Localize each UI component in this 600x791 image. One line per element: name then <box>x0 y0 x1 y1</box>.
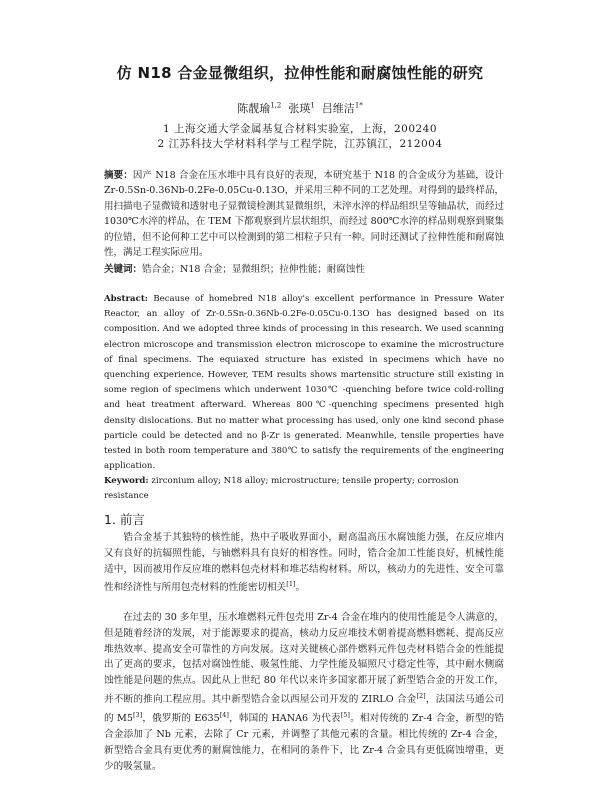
author-list <box>0 100 600 116</box>
body-paragraph-1 <box>104 530 504 596</box>
paragraph-text: 锆合金基于其独特的核性能，热中子吸收界面小，耐高温高压水腐蚀能力强，在反应堆内又有良好的抗辐照性能，与铀燃料具有良好的相容性。同时，锆合金加工性能良好，机械性能适中，因而被用作反应堆的燃料包壳材料和堆芯结构材料。所以，核动力的先进性、安全可靠性和经济性与所用包壳材料的性能密切相关 <box>104 532 504 594</box>
keywords-text: zirconium alloy; N18 alloy; microstructure; tensile property; corrosion resistance <box>104 476 459 501</box>
abstract-text: 因产 N18 合金在压水堆中具有良好的表现，本研究基于 N18 的合金成分为基础，设计 Zr-0.5Sn-0.36Nb-0.2Fe-0.05Cu-0.13O，并采用三种不同的工艺处理。对得到的最终样品，用扫描电子显微镜和透射电子显微镜检测其显微组织，未淬水淬的样品组织呈等轴晶状，而经过 1030℃水淬的样品，在 TEM 下都观察到片层状组织，而经过 800℃水淬的样品则观察到聚集的位错，但不论何种工艺中可以检测到的第二相粒子只有一种。同时还测试了拉伸性能和耐腐蚀性，满足工程实际应用。 <box>104 170 504 259</box>
chinese-abstract <box>104 168 504 260</box>
english-keywords <box>104 474 504 504</box>
abstract-text: Because of homebred N18 alloy's excellent performance in Pressure Water Reactor, an alloy of Zr-0.5Sn-0.36Nb-0.2Fe-0.05Cu-0.13O has designed based on its composition. And we adopted three kinds of processing in this research. We used scanning electron microscope and transmission electron microscope to examine the microstructure of final specimens. The equiaxed structure has existed in specimens which have no quenching experience. However, TEM results shows martensitic structure still existing in some region of specimens which underwent 1030℃ -quenching before twice cold-rolling and heat treatment afterward. Whereas 800℃-quenching specimens presented high density dislocations. But no matter what processing has used, only one kind second phase particle could be detected and no β-Zr is generated. Meanwhile, tensile properties have tested in both room temperature and 380℃ to satisfy the requirements of the engineering application. <box>104 294 504 472</box>
paragraph-text: 在过去的 30 多年里，压水堆燃料元件包壳用 Zr-4 合金在堆内的使用性能是令人满意的，但是随着经济的发展，对于能源要求的提高，核动力反应堆技术朝着提高燃料燃耗、提高反应堆热效率、提高安全可靠性的方向发展。这对关键核心部件燃料元件包壳材料锆合金的性能提出了更高的要求，包括对腐蚀性能、吸氢性能、力学性能及辐照尺寸稳定性等，其中耐水侧腐蚀性能是问题的焦点。因此从上世纪 80 年代以来许多国家都开展了新型锆合金的开发工作，并不断的推向工程应用。其中新型锆合金以西屋公司开发的 ZIRLO 合金 <box>104 612 504 706</box>
chinese-keywords <box>104 262 504 277</box>
paragraph-text: 。相对传统的 Zr-4 合金，新型的锆合金添加了 Nb 元素，去除了 Cr 元素，并调整了其他元素的含量。相比传统的 Zr-4 合金，新型锆合金具有更优秀的耐腐蚀能力，在相同的条件下，比 Zr-4 合金具有更低腐蚀增重，更少的吸氢量。 <box>104 713 504 772</box>
paragraph-text: 。 <box>295 582 306 594</box>
author-name: 张瑛 <box>288 102 311 115</box>
paragraph-text: ，法国法马通公司的 M5 <box>104 694 505 725</box>
abstract-label: Abstract: <box>104 294 148 304</box>
citation-ref: [3] <box>132 710 143 719</box>
citation-ref: [4] <box>219 710 229 719</box>
paper-title: 仿 N18 合金显微组织，拉伸性能和耐腐蚀性能的研究 <box>116 64 484 82</box>
citation-ref: [5] <box>340 710 350 719</box>
keywords-label: 关键词： <box>104 264 143 275</box>
section-heading: 1. 前言 <box>104 512 145 527</box>
author-affiliation-marker: 1 <box>310 101 315 110</box>
affiliation-1: 1 上海交通大学金属基复合材料实验室，上海，200240 <box>162 123 438 135</box>
citation-ref: [1] <box>286 580 296 589</box>
author-affiliation-marker: 1* <box>354 101 363 110</box>
body-paragraph-2 <box>104 610 504 774</box>
paragraph-text: ，韩国的 HANA6 为代表 <box>228 713 341 725</box>
author-name: 陈靓瑜 <box>237 102 271 115</box>
abstract-label: 摘要： <box>104 170 133 181</box>
author-affiliation-marker: 1,2 <box>270 101 282 110</box>
english-abstract <box>104 292 504 474</box>
keywords-label: Keyword: <box>104 476 149 486</box>
affiliation-2: 2 江苏科技大学材料科学与工程学院，江苏镇江，212004 <box>157 138 443 150</box>
paragraph-text: ，俄罗斯的 E635 <box>142 713 220 725</box>
keywords-text: 锆合金；N18 合金；显微组织；拉伸性能；耐腐蚀性 <box>142 264 365 275</box>
citation-ref: [2] <box>416 691 426 700</box>
author-name: 吕维洁 <box>321 102 355 115</box>
